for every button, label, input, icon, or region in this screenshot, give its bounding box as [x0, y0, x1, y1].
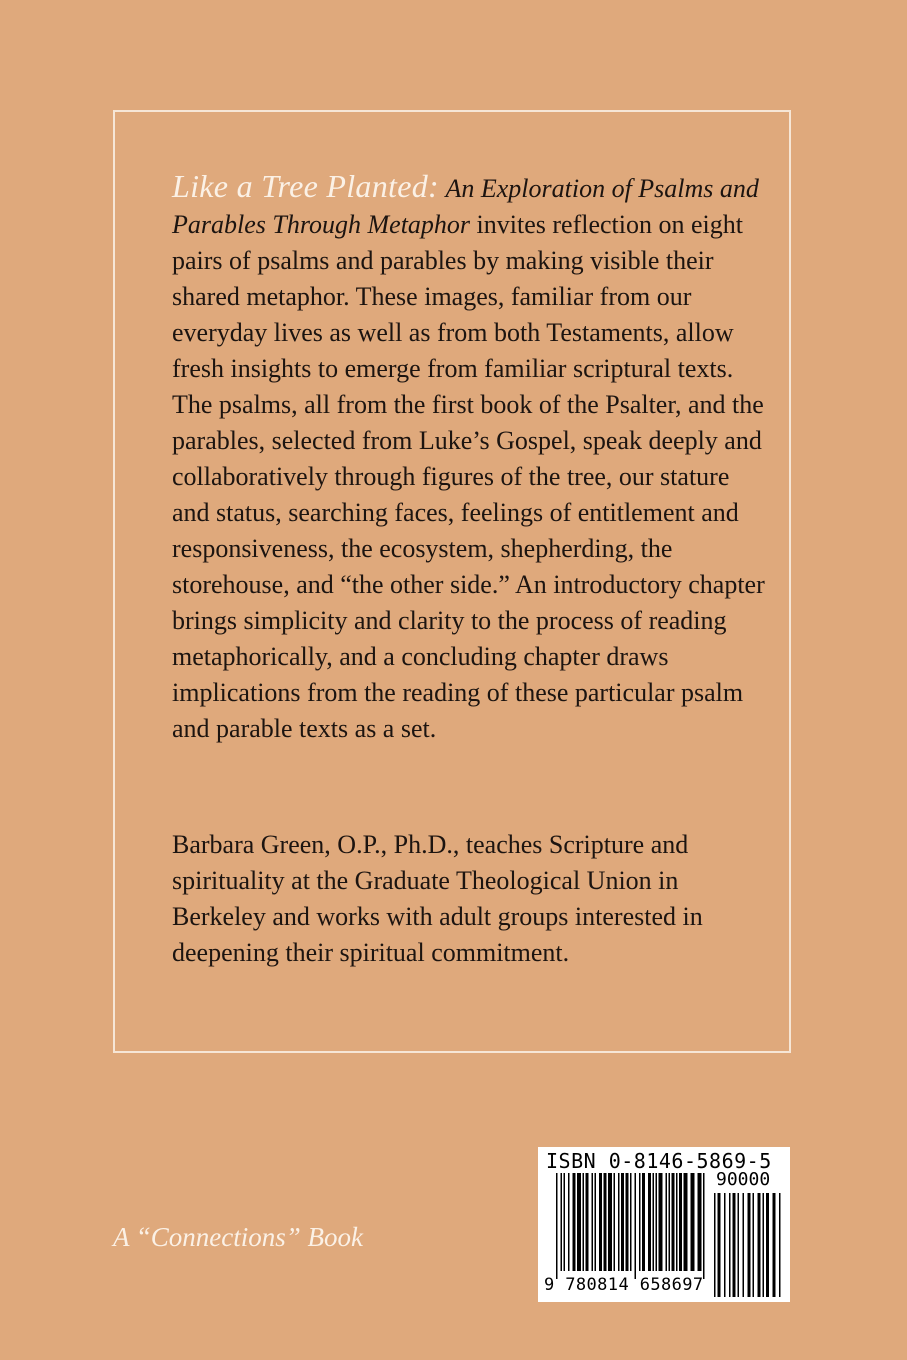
price-code: 90000 [716, 1169, 771, 1190]
ean-digits: 9 780814 658697 [544, 1275, 704, 1295]
book-subtitle: An Exploration of Psalms and Parables Through Metaphor [172, 174, 759, 239]
author-bio: Barbara Green, O.P., Ph.D., teaches Scripture and spirituality at the Graduate Theological Union in Berkeley and works with adult groups interested in deepening their spiritual commitment. [172, 830, 703, 967]
description-body: invites reflection on eight pairs of psalms and parables by making visible their shared metaphor. These images, familiar from our everyday lives as well as from both Testaments, allow fresh insights to emerge from familiar scriptural texts. The psalms, all from the first book of the Psalter, and the parables, selected from Luke’s Gospel, speak deeply and collaboratively through figures of the tree, our stature and status, searching faces, feelings of entitlement and responsiveness, the ecosystem, shepherding, the storehouse, and “the other side.” An introductory chapter brings simplicity and clarity to the process of reading metaphorically, and a concluding chapter draws implications from the reading of these particular psalm and parable texts as a set. [172, 210, 765, 743]
series-label: A “Connections” Book [113, 1222, 364, 1252]
book-description [172, 168, 772, 747]
book-title: Like a Tree Planted: [172, 168, 439, 204]
isbn-number: ISBN 0-8146-5869-5 [546, 1149, 772, 1173]
isbn-barcode [538, 1147, 790, 1302]
